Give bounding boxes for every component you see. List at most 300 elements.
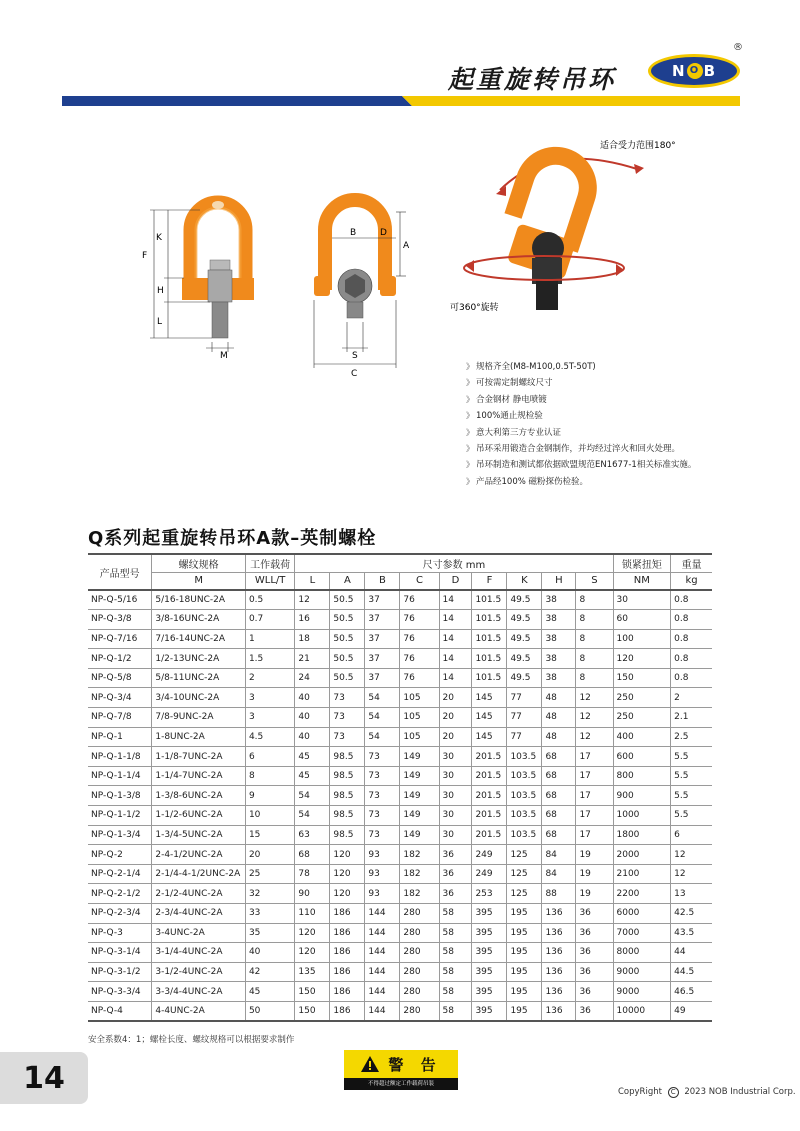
cell-h: 68 [542,747,576,767]
cell-weight: 0.8 [671,610,712,630]
cell-wll: 1 [245,629,294,649]
cell-thread: 2-4-1/2UNC-2A [152,845,246,865]
cell-f: 395 [472,982,507,1002]
cell-wll: 20 [245,845,294,865]
feature-item: 》 吊环采用锻造合金钢制作，并均经过淬火和回火处理。 [466,441,766,457]
cell-wll: 0.5 [245,590,294,610]
col-dim-l: L [295,572,330,590]
side-view-drawing [300,190,430,380]
cell-torque: 7000 [613,923,671,943]
cell-d: 58 [439,923,472,943]
cell-k: 125 [507,845,542,865]
cell-f: 249 [472,845,507,865]
dim-label-k: K [156,233,162,243]
cell-f: 101.5 [472,610,507,630]
cell-h: 84 [542,864,576,884]
col-dim-b: B [365,572,400,590]
dim-label-b: B [350,228,357,238]
cell-c: 76 [400,590,439,610]
cell-k: 195 [507,904,542,924]
cell-f: 145 [472,688,507,708]
cell-f: 249 [472,864,507,884]
cell-d: 30 [439,825,472,845]
col-dim-a: A [330,572,365,590]
cell-thread: 2-1/2-4UNC-2A [152,884,246,904]
cell-l: 45 [295,747,330,767]
table-body [88,590,712,1021]
cell-l: 21 [295,649,330,669]
cell-d: 36 [439,845,472,865]
col-header-thread: 螺纹规格 [152,554,246,572]
cell-wll: 33 [245,904,294,924]
cell-f: 201.5 [472,825,507,845]
cell-h: 88 [542,884,576,904]
table-row [88,923,712,943]
table-row [88,590,712,610]
cell-c: 149 [400,806,439,826]
col-unit-weight: kg [671,572,712,590]
cell-model: NP-Q-1/2 [88,649,152,669]
cell-torque: 1000 [613,806,671,826]
cell-torque: 800 [613,766,671,786]
cell-f: 201.5 [472,766,507,786]
cell-b: 37 [365,590,400,610]
cell-h: 136 [542,923,576,943]
cell-torque: 2100 [613,864,671,884]
cell-b: 73 [365,786,400,806]
page-title: 起重旋转吊环 [448,65,617,94]
cell-h: 68 [542,786,576,806]
cell-thread: 3-1/2-4UNC-2A [152,962,246,982]
cell-d: 58 [439,904,472,924]
cell-k: 77 [507,688,542,708]
copyright-icon: C [668,1087,679,1098]
cell-d: 58 [439,1001,472,1021]
logo-letter-n: N [672,62,686,80]
table-row [88,806,712,826]
cell-wll: 0.7 [245,610,294,630]
cell-model: NP-Q-5/16 [88,590,152,610]
cell-l: 18 [295,629,330,649]
feature-item: 》 可按需定制螺纹尺寸 [466,375,766,391]
cell-a: 186 [330,904,365,924]
cell-s: 12 [576,727,613,747]
cell-torque: 250 [613,708,671,728]
cell-l: 12 [295,590,330,610]
cell-thread: 5/8-11UNC-2A [152,668,246,688]
cell-h: 68 [542,806,576,826]
cell-b: 144 [365,943,400,963]
cell-a: 50.5 [330,629,365,649]
cell-l: 120 [295,943,330,963]
cell-d: 30 [439,786,472,806]
cell-c: 182 [400,884,439,904]
col-dim-d: D [439,572,472,590]
cell-c: 280 [400,962,439,982]
col-header-weight: 重量 [671,554,712,572]
cell-h: 136 [542,904,576,924]
cell-b: 93 [365,884,400,904]
dim-label-m: M [220,351,228,360]
cell-l: 78 [295,864,330,884]
cell-c: 76 [400,629,439,649]
cell-a: 50.5 [330,610,365,630]
cell-l: 135 [295,962,330,982]
cell-s: 17 [576,825,613,845]
rotate-note: 可360°旋转 [450,303,499,313]
table-row [88,668,712,688]
cell-weight: 5.5 [671,747,712,767]
cell-h: 136 [542,1001,576,1021]
cell-d: 30 [439,766,472,786]
cell-wll: 4.5 [245,727,294,747]
feature-item: 》 规格齐全(M8-M100,0.5T-50T) [466,359,766,375]
cell-f: 395 [472,1001,507,1021]
cell-model: NP-Q-7/8 [88,708,152,728]
cell-weight: 0.8 [671,590,712,610]
cell-wll: 42 [245,962,294,982]
cell-f: 201.5 [472,806,507,826]
cell-s: 8 [576,590,613,610]
cell-k: 103.5 [507,806,542,826]
table-row [88,1001,712,1021]
cell-s: 36 [576,904,613,924]
cell-c: 280 [400,1001,439,1021]
cell-wll: 25 [245,864,294,884]
cell-a: 73 [330,727,365,747]
cell-b: 144 [365,982,400,1002]
cell-d: 20 [439,688,472,708]
feature-item: 》 100%通止规检验 [466,408,766,424]
cell-c: 105 [400,708,439,728]
cell-wll: 50 [245,1001,294,1021]
cell-thread: 1/2-13UNC-2A [152,649,246,669]
cell-k: 195 [507,1001,542,1021]
cell-h: 38 [542,610,576,630]
col-header-dims: 尺寸参数 mm [295,554,613,572]
cell-wll: 2 [245,668,294,688]
cell-k: 195 [507,962,542,982]
cell-thread: 3-3/4-4UNC-2A [152,982,246,1002]
cell-thread: 3/8-16UNC-2A [152,610,246,630]
cell-thread: 3-4UNC-2A [152,923,246,943]
cell-torque: 250 [613,688,671,708]
cell-h: 38 [542,649,576,669]
cell-weight: 13 [671,884,712,904]
cell-model: NP-Q-1-1/8 [88,747,152,767]
cell-d: 36 [439,884,472,904]
cell-d: 14 [439,610,472,630]
cell-l: 16 [295,610,330,630]
cell-f: 101.5 [472,668,507,688]
cell-model: NP-Q-1-3/8 [88,786,152,806]
cell-model: NP-Q-3-1/4 [88,943,152,963]
cell-a: 120 [330,884,365,904]
page-number: 14 [23,1060,65,1096]
cell-s: 8 [576,629,613,649]
cell-s: 12 [576,708,613,728]
cell-s: 36 [576,982,613,1002]
table-row [88,982,712,1002]
nob-logo [648,54,740,88]
cell-thread: 2-1/4-4-1/2UNC-2A [152,864,246,884]
cell-weight: 0.8 [671,649,712,669]
cell-torque: 9000 [613,982,671,1002]
cell-c: 182 [400,845,439,865]
cell-k: 49.5 [507,590,542,610]
table-row [88,904,712,924]
cell-wll: 3 [245,688,294,708]
cell-b: 54 [365,708,400,728]
cell-thread: 1-1/4-7UNC-2A [152,766,246,786]
cell-l: 45 [295,766,330,786]
col-dim-k: K [507,572,542,590]
load-range-note: 适合受力范围180° [600,141,676,151]
feature-list [466,359,766,490]
logo-letter-o: O [687,63,703,79]
registered-mark: ® [733,42,743,53]
table-row [88,747,712,767]
cell-h: 38 [542,629,576,649]
section-title: Q系列起重旋转吊环A款–英制螺栓 [88,528,377,549]
cell-s: 36 [576,943,613,963]
cell-d: 58 [439,962,472,982]
cell-c: 280 [400,943,439,963]
cell-l: 150 [295,982,330,1002]
copyright [618,1087,796,1098]
cell-model: NP-Q-4 [88,1001,152,1021]
cell-s: 36 [576,1001,613,1021]
cell-model: NP-Q-3/8 [88,610,152,630]
cell-torque: 600 [613,747,671,767]
cell-c: 149 [400,747,439,767]
cell-torque: 100 [613,629,671,649]
cell-d: 14 [439,590,472,610]
dim-label-h: H [157,286,164,296]
table-row [88,786,712,806]
cell-a: 73 [330,708,365,728]
table-row [88,845,712,865]
cell-l: 68 [295,845,330,865]
cell-l: 90 [295,884,330,904]
table-row [88,688,712,708]
cell-thread: 7/16-14UNC-2A [152,629,246,649]
cell-d: 30 [439,747,472,767]
cell-k: 125 [507,864,542,884]
cell-k: 195 [507,923,542,943]
table-row [88,884,712,904]
cell-k: 49.5 [507,649,542,669]
cell-f: 145 [472,708,507,728]
cell-b: 73 [365,825,400,845]
cell-weight: 46.5 [671,982,712,1002]
cell-thread: 7/8-9UNC-2A [152,708,246,728]
feature-item: 》 意大利第三方专业认证 [466,425,766,441]
cell-weight: 2.1 [671,708,712,728]
cell-b: 73 [365,747,400,767]
cell-h: 136 [542,943,576,963]
cell-b: 37 [365,629,400,649]
dim-label-l: L [157,317,163,327]
col-header-torque: 锁紧扭矩 [613,554,671,572]
cell-h: 48 [542,708,576,728]
cell-s: 8 [576,610,613,630]
cell-weight: 49 [671,1001,712,1021]
cell-thread: 3-1/4-4UNC-2A [152,943,246,963]
cell-s: 17 [576,786,613,806]
col-header-model: 产品型号 [88,554,152,590]
copyright-suffix: 2023 NOB Industrial Corp. [684,1087,796,1097]
cell-l: 40 [295,727,330,747]
cell-h: 136 [542,962,576,982]
cell-k: 77 [507,708,542,728]
cell-s: 17 [576,747,613,767]
dim-label-d: D [380,228,387,238]
cell-wll: 8 [245,766,294,786]
cell-weight: 5.5 [671,786,712,806]
table-row [88,629,712,649]
cell-h: 84 [542,845,576,865]
page-number-tab [0,1052,88,1104]
cell-l: 54 [295,786,330,806]
cell-weight: 2.5 [671,727,712,747]
cell-s: 36 [576,962,613,982]
cell-b: 54 [365,688,400,708]
table-row [88,610,712,630]
cell-a: 186 [330,943,365,963]
cell-d: 14 [439,649,472,669]
warning-subtitle: 不得超过额定工作载荷吊装 [344,1078,458,1090]
cell-l: 24 [295,668,330,688]
cell-a: 186 [330,962,365,982]
cell-s: 12 [576,688,613,708]
cell-d: 20 [439,708,472,728]
dim-label-a: A [403,241,410,251]
cell-k: 77 [507,727,542,747]
cell-d: 14 [439,629,472,649]
cell-h: 48 [542,688,576,708]
cell-wll: 35 [245,923,294,943]
cell-torque: 1800 [613,825,671,845]
cell-s: 17 [576,806,613,826]
cell-c: 182 [400,864,439,884]
cell-torque: 2200 [613,884,671,904]
cell-d: 36 [439,864,472,884]
cell-a: 120 [330,845,365,865]
cell-model: NP-Q-1-3/4 [88,825,152,845]
cell-weight: 44.5 [671,962,712,982]
table-header-row [88,554,712,572]
dim-label-c: C [351,369,358,379]
cell-b: 144 [365,904,400,924]
cell-k: 103.5 [507,825,542,845]
cell-s: 8 [576,668,613,688]
col-dim-f: F [472,572,507,590]
cell-model: NP-Q-1-1/4 [88,766,152,786]
header-color-bar [62,96,740,106]
cell-b: 73 [365,766,400,786]
cell-a: 120 [330,864,365,884]
product-photo [440,130,680,330]
cell-l: 40 [295,708,330,728]
cell-wll: 1.5 [245,649,294,669]
cell-thread: 4-4UNC-2A [152,1001,246,1021]
cell-torque: 2000 [613,845,671,865]
cell-k: 103.5 [507,766,542,786]
cell-weight: 2 [671,688,712,708]
cell-l: 40 [295,688,330,708]
cell-a: 186 [330,1001,365,1021]
cell-a: 50.5 [330,649,365,669]
copyright-prefix: CopyRight [618,1087,662,1097]
table-row [88,962,712,982]
warning-header [344,1050,458,1078]
cell-model: NP-Q-2-3/4 [88,904,152,924]
cell-weight: 6 [671,825,712,845]
cell-thread: 3/4-10UNC-2A [152,688,246,708]
cell-model: NP-Q-3/4 [88,688,152,708]
cell-h: 38 [542,668,576,688]
cell-b: 54 [365,727,400,747]
cell-torque: 400 [613,727,671,747]
cell-wll: 15 [245,825,294,845]
cell-f: 201.5 [472,786,507,806]
cell-l: 54 [295,806,330,826]
table-row [88,727,712,747]
cell-wll: 3 [245,708,294,728]
cell-weight: 5.5 [671,806,712,826]
cell-c: 280 [400,904,439,924]
cell-l: 120 [295,923,330,943]
cell-thread: 1-3/4-5UNC-2A [152,825,246,845]
cell-torque: 6000 [613,904,671,924]
cell-thread: 1-3/8-6UNC-2A [152,786,246,806]
cell-k: 195 [507,943,542,963]
cell-d: 58 [439,982,472,1002]
cell-f: 253 [472,884,507,904]
cell-c: 76 [400,610,439,630]
cell-a: 98.5 [330,747,365,767]
spec-table [88,553,712,1022]
cell-s: 8 [576,649,613,669]
cell-s: 36 [576,923,613,943]
cell-d: 30 [439,806,472,826]
col-unit-thread: M [152,572,246,590]
footnote: 安全系数4：1；螺栓长度、螺纹规格可以根据要求制作 [88,1035,295,1045]
cell-model: NP-Q-1 [88,727,152,747]
cell-a: 73 [330,688,365,708]
cell-thread: 1-1/2-6UNC-2A [152,806,246,826]
cell-c: 76 [400,668,439,688]
cell-torque: 10000 [613,1001,671,1021]
cell-wll: 6 [245,747,294,767]
warning-triangle-icon [360,1055,380,1073]
cell-a: 98.5 [330,806,365,826]
cell-s: 19 [576,884,613,904]
cell-k: 49.5 [507,629,542,649]
cell-a: 186 [330,923,365,943]
cell-h: 136 [542,982,576,1002]
cell-weight: 43.5 [671,923,712,943]
cell-model: NP-Q-5/8 [88,668,152,688]
cell-h: 68 [542,766,576,786]
cell-model: NP-Q-3-3/4 [88,982,152,1002]
cell-torque: 120 [613,649,671,669]
cell-torque: 60 [613,610,671,630]
front-view-drawing [140,190,280,360]
cell-f: 101.5 [472,590,507,610]
cell-weight: 12 [671,845,712,865]
